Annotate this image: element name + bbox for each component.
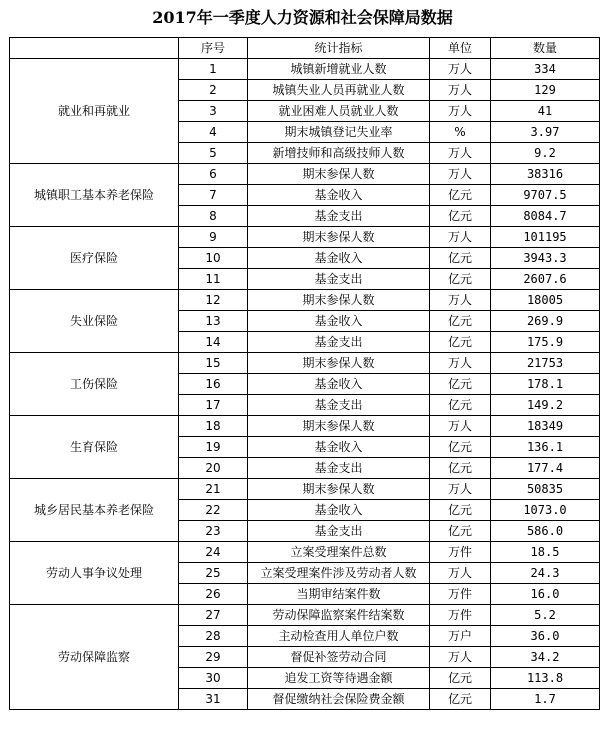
- row-number-cell: 8: [179, 206, 248, 227]
- indicator-cell: 追发工资等待遇金额: [248, 668, 430, 689]
- value-cell: 1073.0: [491, 500, 600, 521]
- value-cell: 3.97: [491, 122, 600, 143]
- table-row: [10, 542, 600, 563]
- row-number-cell: 22: [179, 500, 248, 521]
- category-cell: 劳动保障监察: [10, 605, 179, 710]
- row-number-cell: 1: [179, 59, 248, 80]
- header-indicator: 统计指标: [248, 38, 430, 59]
- value-cell: 8084.7: [491, 206, 600, 227]
- value-cell: 2607.6: [491, 269, 600, 290]
- value-cell: 21753: [491, 353, 600, 374]
- unit-cell: 万人: [430, 59, 491, 80]
- table-row: [10, 290, 600, 311]
- unit-cell: 亿元: [430, 374, 491, 395]
- value-cell: 18.5: [491, 542, 600, 563]
- table-row: [10, 479, 600, 500]
- row-number-cell: 11: [179, 269, 248, 290]
- row-number-cell: 26: [179, 584, 248, 605]
- table-row: [10, 416, 600, 437]
- value-cell: 34.2: [491, 647, 600, 668]
- row-number-cell: 24: [179, 542, 248, 563]
- value-cell: 5.2: [491, 605, 600, 626]
- row-number-cell: 14: [179, 332, 248, 353]
- value-cell: 24.3: [491, 563, 600, 584]
- indicator-cell: 基金收入: [248, 248, 430, 269]
- unit-cell: 亿元: [430, 689, 491, 710]
- category-cell: 医疗保险: [10, 227, 179, 290]
- row-number-cell: 30: [179, 668, 248, 689]
- unit-cell: 万件: [430, 605, 491, 626]
- indicator-cell: 基金收入: [248, 185, 430, 206]
- table-row: [10, 59, 600, 80]
- unit-cell: 亿元: [430, 437, 491, 458]
- value-cell: 136.1: [491, 437, 600, 458]
- category-cell: 失业保险: [10, 290, 179, 353]
- unit-cell: 万人: [430, 353, 491, 374]
- row-number-cell: 27: [179, 605, 248, 626]
- row-number-cell: 21: [179, 479, 248, 500]
- indicator-cell: 当期审结案件数: [248, 584, 430, 605]
- value-cell: 101195: [491, 227, 600, 248]
- table-row: [10, 353, 600, 374]
- unit-cell: 万人: [430, 416, 491, 437]
- row-number-cell: 5: [179, 143, 248, 164]
- unit-cell: 亿元: [430, 248, 491, 269]
- value-cell: 41: [491, 101, 600, 122]
- category-cell: 城镇职工基本养老保险: [10, 164, 179, 227]
- row-number-cell: 15: [179, 353, 248, 374]
- unit-cell: 亿元: [430, 206, 491, 227]
- indicator-cell: 期末参保人数: [248, 227, 430, 248]
- row-number-cell: 17: [179, 395, 248, 416]
- unit-cell: 万人: [430, 227, 491, 248]
- unit-cell: 亿元: [430, 458, 491, 479]
- category-cell: 生育保险: [10, 416, 179, 479]
- value-cell: 269.9: [491, 311, 600, 332]
- unit-cell: 万人: [430, 143, 491, 164]
- indicator-cell: 新增技师和高级技师人数: [248, 143, 430, 164]
- value-cell: 16.0: [491, 584, 600, 605]
- header-row: [10, 38, 600, 59]
- category-cell: 城乡居民基本养老保险: [10, 479, 179, 542]
- indicator-cell: 基金支出: [248, 269, 430, 290]
- table-row: [10, 164, 600, 185]
- unit-cell: %: [430, 122, 491, 143]
- indicator-cell: 城镇失业人员再就业人数: [248, 80, 430, 101]
- row-number-cell: 3: [179, 101, 248, 122]
- row-number-cell: 23: [179, 521, 248, 542]
- unit-cell: 万人: [430, 164, 491, 185]
- value-cell: 175.9: [491, 332, 600, 353]
- row-number-cell: 18: [179, 416, 248, 437]
- indicator-cell: 就业困难人员就业人数: [248, 101, 430, 122]
- unit-cell: 万户: [430, 626, 491, 647]
- value-cell: 36.0: [491, 626, 600, 647]
- indicator-cell: 基金支出: [248, 206, 430, 227]
- table-row: [10, 605, 600, 626]
- unit-cell: 亿元: [430, 500, 491, 521]
- indicator-cell: 期末参保人数: [248, 353, 430, 374]
- indicator-cell: 基金收入: [248, 500, 430, 521]
- indicator-cell: 期末参保人数: [248, 479, 430, 500]
- value-cell: 334: [491, 59, 600, 80]
- row-number-cell: 7: [179, 185, 248, 206]
- unit-cell: 亿元: [430, 395, 491, 416]
- value-cell: 3943.3: [491, 248, 600, 269]
- indicator-cell: 立案受理案件涉及劳动者人数: [248, 563, 430, 584]
- value-cell: 177.4: [491, 458, 600, 479]
- unit-cell: 亿元: [430, 185, 491, 206]
- row-number-cell: 28: [179, 626, 248, 647]
- indicator-cell: 立案受理案件总数: [248, 542, 430, 563]
- row-number-cell: 4: [179, 122, 248, 143]
- unit-cell: 万件: [430, 542, 491, 563]
- unit-cell: 万人: [430, 479, 491, 500]
- header-value: 数量: [491, 38, 600, 59]
- value-cell: 9707.5: [491, 185, 600, 206]
- indicator-cell: 督促补签劳动合同: [248, 647, 430, 668]
- unit-cell: 万人: [430, 101, 491, 122]
- unit-cell: 亿元: [430, 311, 491, 332]
- value-cell: 586.0: [491, 521, 600, 542]
- indicator-cell: 期末参保人数: [248, 290, 430, 311]
- row-number-cell: 20: [179, 458, 248, 479]
- header-no: 序号: [179, 38, 248, 59]
- header-unit: 单位: [430, 38, 491, 59]
- row-number-cell: 29: [179, 647, 248, 668]
- indicator-cell: 基金支出: [248, 332, 430, 353]
- value-cell: 38316: [491, 164, 600, 185]
- row-number-cell: 2: [179, 80, 248, 101]
- value-cell: 149.2: [491, 395, 600, 416]
- table-body: [10, 59, 600, 710]
- indicator-cell: 劳动保障监察案件结案数: [248, 605, 430, 626]
- category-cell: 工伤保险: [10, 353, 179, 416]
- value-cell: 50835: [491, 479, 600, 500]
- unit-cell: 万件: [430, 584, 491, 605]
- indicator-cell: 基金支出: [248, 458, 430, 479]
- row-number-cell: 16: [179, 374, 248, 395]
- row-number-cell: 13: [179, 311, 248, 332]
- indicator-cell: 基金支出: [248, 521, 430, 542]
- indicator-cell: 基金支出: [248, 395, 430, 416]
- value-cell: 18349: [491, 416, 600, 437]
- value-cell: 18005: [491, 290, 600, 311]
- indicator-cell: 基金收入: [248, 311, 430, 332]
- value-cell: 129: [491, 80, 600, 101]
- indicator-cell: 督促缴纳社会保险费金额: [248, 689, 430, 710]
- row-number-cell: 9: [179, 227, 248, 248]
- indicator-cell: 城镇新增就业人数: [248, 59, 430, 80]
- indicator-cell: 期末参保人数: [248, 416, 430, 437]
- unit-cell: 亿元: [430, 269, 491, 290]
- row-number-cell: 10: [179, 248, 248, 269]
- unit-cell: 亿元: [430, 668, 491, 689]
- value-cell: 9.2: [491, 143, 600, 164]
- unit-cell: 万人: [430, 290, 491, 311]
- row-number-cell: 12: [179, 290, 248, 311]
- indicator-cell: 基金收入: [248, 437, 430, 458]
- row-number-cell: 31: [179, 689, 248, 710]
- value-cell: 113.8: [491, 668, 600, 689]
- header-category: [10, 38, 179, 59]
- unit-cell: 万人: [430, 80, 491, 101]
- value-cell: 178.1: [491, 374, 600, 395]
- value-cell: 1.7: [491, 689, 600, 710]
- unit-cell: 万人: [430, 563, 491, 584]
- statistics-table: [9, 37, 600, 710]
- document-title: 2017年一季度人力资源和社会保障局数据: [152, 8, 453, 27]
- unit-cell: 万人: [430, 647, 491, 668]
- table-row: [10, 227, 600, 248]
- unit-cell: 亿元: [430, 521, 491, 542]
- unit-cell: 亿元: [430, 332, 491, 353]
- indicator-cell: 主动检查用人单位户数: [248, 626, 430, 647]
- row-number-cell: 6: [179, 164, 248, 185]
- indicator-cell: 期末参保人数: [248, 164, 430, 185]
- indicator-cell: 期末城镇登记失业率: [248, 122, 430, 143]
- row-number-cell: 25: [179, 563, 248, 584]
- category-cell: 就业和再就业: [10, 59, 179, 164]
- indicator-cell: 基金收入: [248, 374, 430, 395]
- category-cell: 劳动人事争议处理: [10, 542, 179, 605]
- row-number-cell: 19: [179, 437, 248, 458]
